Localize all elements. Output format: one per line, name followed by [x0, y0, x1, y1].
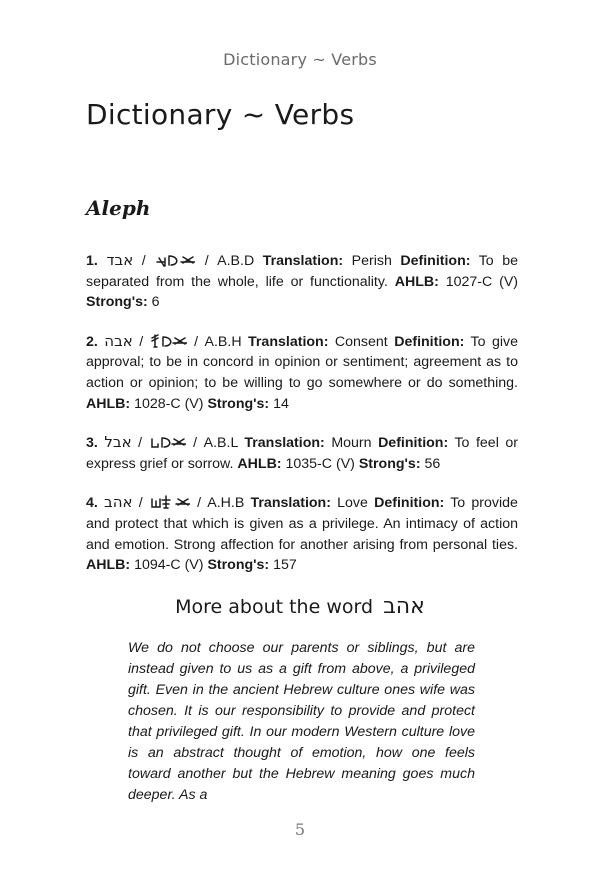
definition-value: To feel or express grief or sorrow. — [86, 435, 518, 472]
separator: / — [193, 435, 198, 452]
ahlb-label: AHLB: — [237, 455, 282, 472]
hebrew-word: אהב — [104, 493, 133, 512]
separator: / — [139, 333, 144, 350]
hebrew-word: אבל — [104, 433, 132, 452]
separator: / — [197, 495, 202, 512]
transliteration: A.H.B — [207, 495, 245, 512]
transliteration: A.B.H — [204, 333, 242, 350]
more-about-heading — [0, 594, 600, 619]
page-title: Dictionary ~ Verbs — [86, 98, 355, 131]
ahlb-value: 1028-C (V) — [134, 395, 204, 412]
entry-list — [86, 250, 518, 594]
hebrew-word: אבה — [104, 331, 133, 350]
transliteration: A.B.D — [217, 253, 255, 269]
strongs-value: 157 — [273, 557, 297, 574]
strongs-value: 56 — [424, 455, 441, 472]
entry-number: 2. — [86, 333, 98, 350]
more-about-title: More about the word — [175, 596, 374, 618]
ahlb-label: AHLB: — [86, 395, 131, 412]
entry-1 — [86, 250, 518, 313]
separator: / — [138, 435, 143, 452]
entry-number: 3. — [86, 435, 98, 452]
definition-value: To provide and protect that which is given as a privilege. An intimacy of action and emotion. Strong affection for another arising from personal ties. — [86, 495, 518, 553]
translation-value: Consent — [334, 333, 388, 350]
entry-number: 1. — [86, 253, 98, 269]
translation-value: Love — [337, 495, 368, 512]
translation-label: Translation: — [244, 435, 325, 452]
separator: / — [141, 253, 146, 269]
paleo-hebrew-glyph-icon — [150, 495, 190, 509]
section-title: Aleph — [86, 196, 151, 220]
translation-value: Perish — [351, 253, 392, 269]
translation-value: Mourn — [331, 435, 372, 452]
strongs-value: 6 — [151, 294, 160, 311]
running-header: Dictionary ~ Verbs — [223, 50, 377, 69]
translation-label: Translation: — [250, 495, 331, 512]
ahlb-value: 1027-C (V) — [445, 273, 519, 290]
ahlb-label: AHLB: — [394, 273, 439, 290]
translation-label: Translation: — [248, 333, 329, 350]
strongs-label: Strong's: — [358, 455, 421, 472]
transliteration: A.B.L — [203, 435, 238, 452]
ahlb-value: 1094-C (V) — [134, 557, 204, 574]
definition-value: To be separated from the whole, life or functionality. — [86, 253, 518, 290]
entry-3 — [86, 432, 518, 474]
separator: / — [194, 333, 199, 350]
strongs-label: Strong's: — [86, 294, 148, 311]
separator: / — [138, 495, 143, 512]
definition-label: Definition: — [400, 253, 471, 269]
ahlb-label: AHLB: — [86, 557, 131, 574]
definition-label: Definition: — [378, 435, 449, 452]
more-about-text: We do not choose our parents or siblings, but are instead given to us as a gift from above, a privileged gift. Even in the ancient Hebrew culture ones wife was chosen. It is our responsibility to provide and protect that privileged gift. In our modern Western culture love is an abstract thought of emotion, how one feels toward another but the Hebrew meaning goes much deeper. As a — [128, 640, 475, 804]
paleo-hebrew-glyph-icon — [151, 334, 187, 348]
entry-number: 4. — [86, 495, 98, 512]
strongs-label: Strong's: — [207, 395, 270, 412]
paleo-hebrew-glyph-icon — [150, 435, 186, 449]
more-about-hebrew-word: אהב — [383, 594, 425, 619]
definition-value: To give approval; to be in concord in opinion or sentiment; agreement as to action or opinion; to be willing to go somewhere or do something. — [86, 333, 518, 391]
paleo-hebrew-glyph-icon — [155, 253, 195, 267]
strongs-label: Strong's: — [207, 557, 270, 574]
ahlb-value: 1035-C (V) — [285, 455, 355, 472]
translation-label: Translation: — [262, 253, 344, 269]
definition-label: Definition: — [394, 333, 465, 350]
entry-4 — [86, 492, 518, 575]
hebrew-word: אבד — [106, 251, 134, 269]
strongs-value: 14 — [273, 395, 289, 412]
definition-label: Definition: — [374, 495, 445, 512]
separator: / — [204, 253, 209, 269]
entry-2 — [86, 331, 518, 414]
page-number: 5 — [294, 820, 306, 839]
